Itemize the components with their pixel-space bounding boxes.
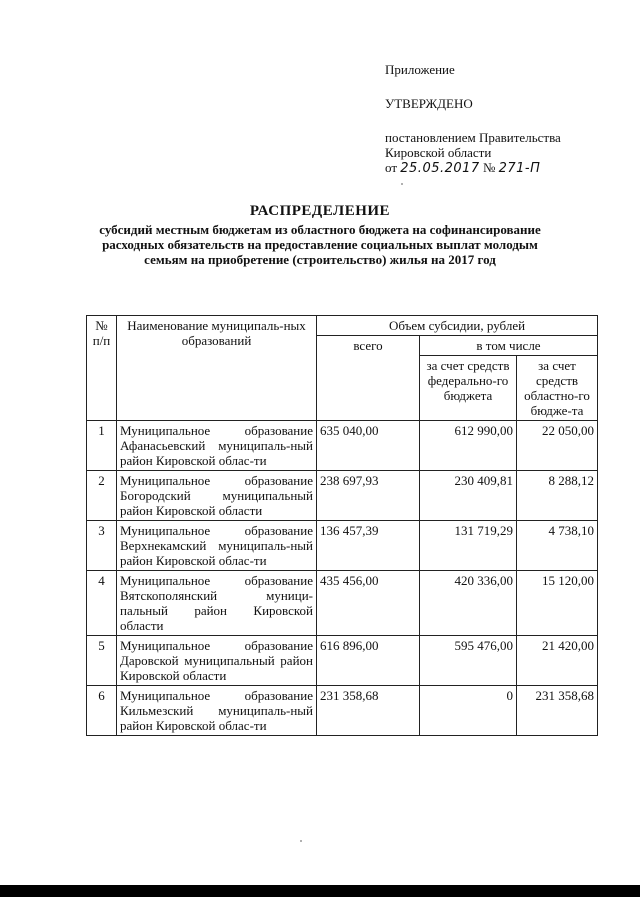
header-including: в том числе	[420, 336, 598, 356]
date-prefix: от	[385, 160, 398, 175]
row-num: 6	[87, 686, 117, 736]
subsidy-table	[86, 315, 598, 736]
header-regional: за счет средств областно-го бюдже-та	[517, 356, 598, 421]
row-num: 4	[87, 571, 117, 636]
row-name: Муниципальное образование Верхнекамский муниципаль-ный район Кировской облас-ти	[117, 521, 317, 571]
row-regional: 22 050,00	[517, 421, 598, 471]
row-regional: 21 420,00	[517, 636, 598, 686]
row-federal: 612 990,00	[420, 421, 517, 471]
table-row	[87, 571, 598, 636]
row-name: Муниципальное образование Афанасьевский муниципаль-ный район Кировской облас-ти	[117, 421, 317, 471]
table-row	[87, 421, 598, 471]
row-total: 635 040,00	[317, 421, 420, 471]
appendix-label: Приложение	[385, 62, 455, 77]
document-title: РАСПРЕДЕЛЕНИЕ	[249, 203, 391, 219]
header-federal: за счет средств федерально-го бюджета	[420, 356, 517, 421]
row-total: 231 358,68	[317, 686, 420, 736]
number-value: 271-П	[498, 161, 541, 176]
row-regional: 4 738,10	[517, 521, 598, 571]
header-total: всего	[317, 336, 420, 421]
date-value: 25.05.2017	[400, 161, 480, 176]
table-row	[87, 521, 598, 571]
row-federal: 0	[420, 686, 517, 736]
scan-edge-bar	[0, 885, 640, 897]
table-row	[87, 636, 598, 686]
row-num: 2	[87, 471, 117, 521]
row-num: 3	[87, 521, 117, 571]
header-num: № п/п	[87, 316, 117, 421]
approval-date-line	[385, 160, 561, 176]
table-row	[87, 686, 598, 736]
table-row	[87, 471, 598, 521]
document-subtitle: субсидий местным бюджетам из областного бюджета на софинансирование расходных обязательств на предоставление социальных выплат молодым семьям на приобретение (строительство) жилья на 2017 год	[99, 222, 541, 267]
header-row-1	[87, 316, 598, 336]
row-total: 616 896,00	[317, 636, 420, 686]
row-name: Муниципальное образование Кильмезский муниципаль-ный район Кировской облас-ти	[117, 686, 317, 736]
approval-block	[385, 62, 561, 176]
row-name: Муниципальное образование Даровской муниципальный район Кировской области	[117, 636, 317, 686]
header-volume: Объем субсидии, рублей	[317, 316, 598, 336]
row-regional: 8 288,12	[517, 471, 598, 521]
row-total: 136 457,39	[317, 521, 420, 571]
number-prefix: №	[482, 160, 496, 175]
row-name: Муниципальное образование Вятскополянский муници-пальный район Кировской области	[117, 571, 317, 636]
header-name: Наименование муниципаль-ных образований	[117, 316, 317, 421]
row-total: 238 697,93	[317, 471, 420, 521]
row-federal: 595 476,00	[420, 636, 517, 686]
approved-by-line2: Кировской области	[385, 145, 492, 160]
scan-speck	[300, 840, 302, 842]
row-name: Муниципальное образование Богородский муниципальный район Кировской области	[117, 471, 317, 521]
approved-label: УТВЕРЖДЕНО	[385, 96, 473, 111]
row-num: 5	[87, 636, 117, 686]
row-total: 435 456,00	[317, 571, 420, 636]
scan-speck	[401, 183, 403, 185]
row-federal: 420 336,00	[420, 571, 517, 636]
row-regional: 15 120,00	[517, 571, 598, 636]
approved-by-line1: постановлением Правительства	[385, 130, 561, 145]
row-federal: 131 719,29	[420, 521, 517, 571]
row-federal: 230 409,81	[420, 471, 517, 521]
row-regional: 231 358,68	[517, 686, 598, 736]
row-num: 1	[87, 421, 117, 471]
